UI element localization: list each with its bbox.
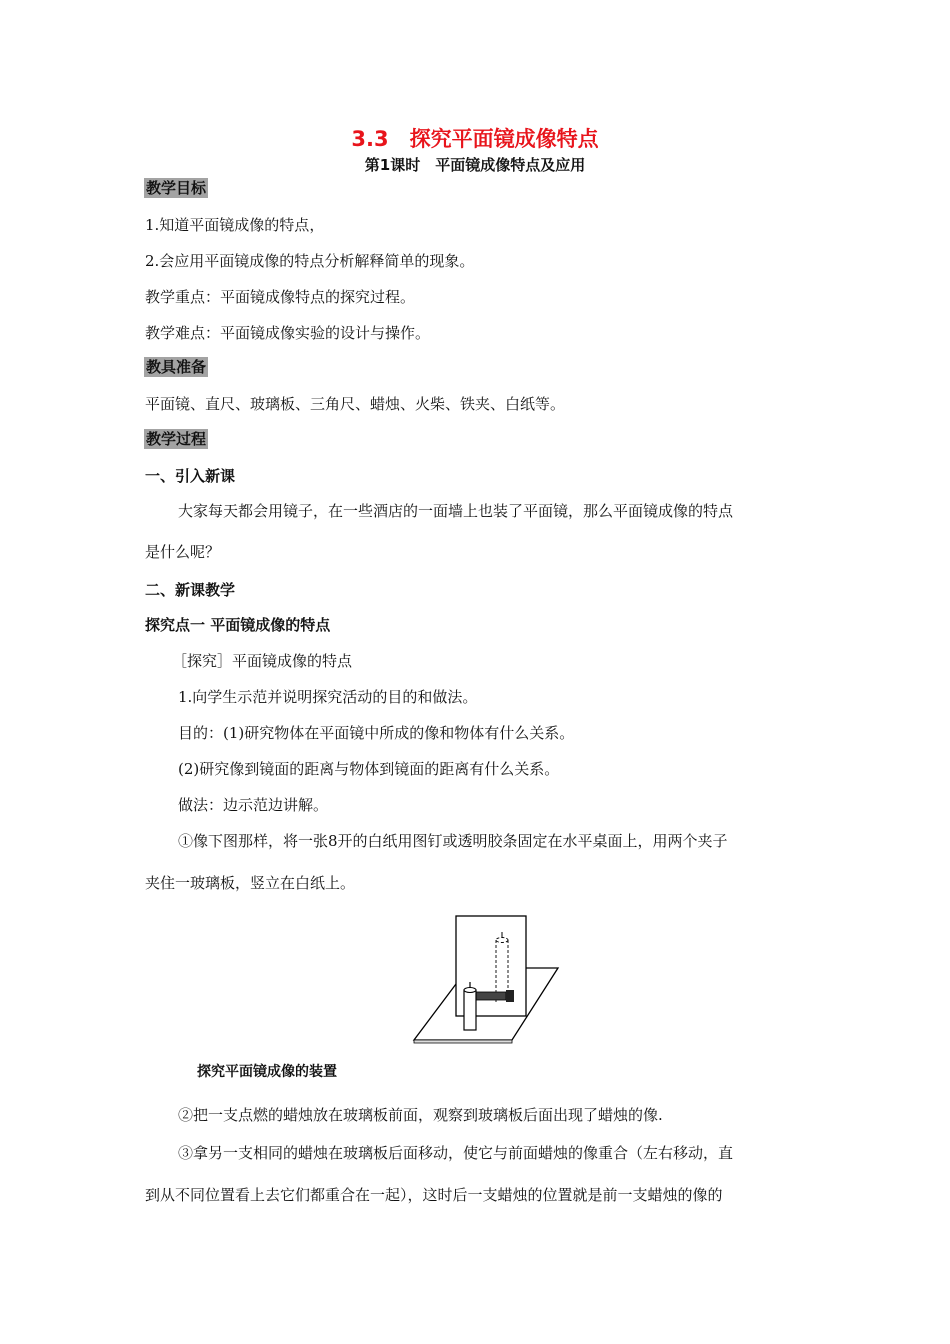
step2: ②把一支点燃的蜡烛放在玻璃板前面，观察到玻璃板后面出现了蜡烛的像. [178,1106,663,1124]
mirror-experiment-figure [410,912,560,1044]
explore-line-4: (2)研究像到镜面的距离与物体到镜面的距离有什么关系。 [178,760,560,778]
part1-text-line-1: 大家每天都会用镜子，在一些酒店的一面墙上也装了平面镜，那么平面镜成像的特点 [178,502,734,520]
explore-line-5: 做法：边示范边讲解。 [178,796,329,814]
goal-item-2: 2.会应用平面镜成像的特点分析解释简单的现象。 [145,252,475,270]
goal-item-1: 1.知道平面镜成像的特点， [145,216,325,234]
tools-list: 平面镜、直尺、玻璃板、三角尺、蜡烛、火柴、铁夹、白纸等。 [145,395,566,413]
key-point: 教学重点：平面镜成像特点的探究过程。 [145,288,416,306]
step3-line-2: 到从不同位置看上去它们都重合在一起），这时后一支蜡烛的位置就是前一支蜡烛的像的 [145,1186,723,1204]
process-heading: 教学过程 [146,430,207,448]
tools-heading: 教具准备 [146,358,207,376]
part1-text-line-2: 是什么呢？ [145,543,221,561]
step1-line-1: ①像下图那样，将一张8开的白纸用图钉或透明胶条固定在水平桌面上，用两个夹子 [178,832,728,850]
step1-line-2: 夹住一玻璃板，竖立在白纸上。 [145,874,356,892]
page-subtitle: 第1课时 平面镜成像特点及应用 [364,156,586,174]
page-title: 3.3 探究平面镜成像特点 [351,127,599,151]
difficulty: 教学难点：平面镜成像实验的设计与操作。 [145,324,431,342]
part2-heading: 二、新课教学 [145,581,236,599]
step3-line-1: ③拿另一支相同的蜡烛在玻璃板后面移动，使它与前面蜡烛的像重合（左右移动，直 [178,1144,734,1162]
explore-line-2: 1.向学生示范并说明探究活动的目的和做法。 [178,688,478,706]
explore-heading: 探究点一 平面镜成像的特点 [145,616,331,634]
part1-heading: 一、引入新课 [145,467,236,485]
goals-heading: 教学目标 [146,179,207,197]
figure-caption: 探究平面镜成像的装置 [197,1064,337,1080]
explore-line-1: ［探究］平面镜成像的特点 [172,652,353,670]
explore-line-3: 目的：(1)研究物体在平面镜中所成的像和物体有什么关系。 [178,724,575,742]
